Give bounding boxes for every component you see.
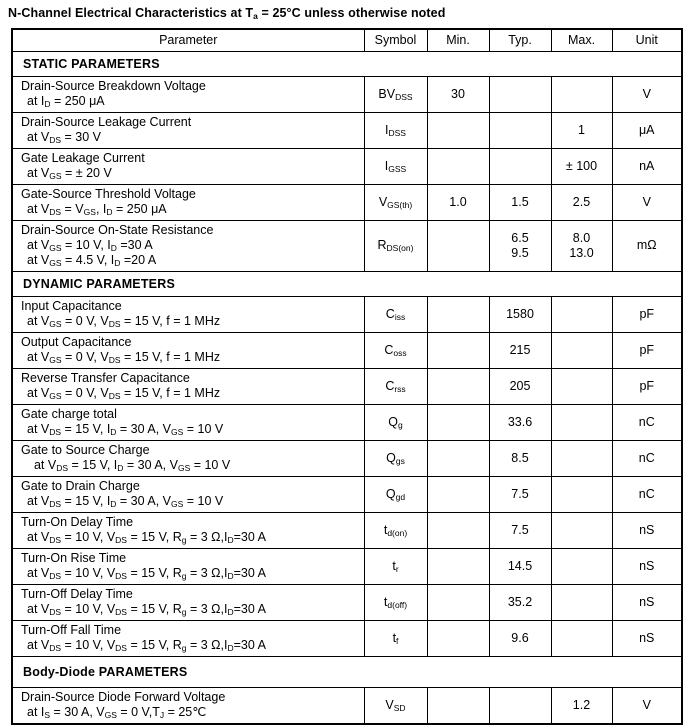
parameter-name: Gate charge total — [21, 406, 117, 421]
typ-cell: 6.5 9.5 — [489, 220, 551, 271]
table-row — [12, 620, 682, 656]
min-cell — [427, 148, 489, 184]
condition-line: at $V_{DS} = 10$ V, $V_{DS} = 15$ V, $R_g = 3$ $\Omega,I_D=30$ A — [27, 601, 266, 617]
parameter-name: Turn-Off Delay Time — [21, 586, 133, 601]
condition-line: at $V_{GS} = 0$ V, $V_{DS} = 15$ V, f = 1 MHz — [27, 313, 221, 329]
table-row — [12, 584, 682, 620]
unit-cell: pF — [612, 368, 682, 404]
parameter-name: Drain-Source Diode Forward Voltage — [21, 689, 226, 704]
table-row — [12, 332, 682, 368]
parameter-name: Input Capacitance — [21, 298, 122, 313]
min-cell — [427, 512, 489, 548]
unit-cell: nC — [612, 440, 682, 476]
max-cell: ± 100 — [551, 148, 612, 184]
min-cell — [427, 112, 489, 148]
symbol-cell: $C_{iss}$ — [364, 296, 427, 332]
max-cell: 1 — [551, 112, 612, 148]
condition-line: at $V_{DS} = 10$ V, $V_{DS} = 15$ V, $R_g = 3$ $\Omega,I_D=30$ A — [27, 529, 266, 545]
symbol-cell: $t_r$ — [364, 548, 427, 584]
min-cell — [427, 620, 489, 656]
max-cell — [551, 440, 612, 476]
unit-cell: V — [612, 687, 682, 724]
typ-cell: 9.6 — [489, 620, 551, 656]
unit-cell: nS — [612, 584, 682, 620]
max-cell: 8.0 13.0 — [551, 220, 612, 271]
condition-line: at $V_{DS} = 15$ V, $I_D = 30$ A, $V_{GS} = 10$ V — [27, 493, 224, 509]
table-row — [12, 440, 682, 476]
column-header-unit: Unit — [612, 29, 682, 51]
column-header-max: Max. — [551, 29, 612, 51]
min-cell — [427, 332, 489, 368]
parameter-cell — [12, 332, 364, 368]
unit-cell: nC — [612, 404, 682, 440]
section-label: Body-Diode PARAMETERS — [23, 664, 188, 679]
typ-cell: 8.5 — [489, 440, 551, 476]
parameter-cell — [12, 148, 364, 184]
typ-cell — [489, 76, 551, 112]
unit-cell: nS — [612, 512, 682, 548]
condition-line: at $V_{DS} = 10$ V, $V_{DS} = 15$ V, $R_g = 3$ $\Omega,I_D=30$ A — [27, 565, 266, 581]
min-cell — [427, 404, 489, 440]
symbol-cell: $Q_{gd}$ — [364, 476, 427, 512]
parameter-name: Gate-Source Threshold Voltage — [21, 186, 196, 201]
condition-line: at $I_D = 250$ μA — [27, 93, 105, 109]
symbol-cell: $V_{GS(th)}$ — [364, 184, 427, 220]
symbol-cell: $Q_g$ — [364, 404, 427, 440]
unit-cell: nA — [612, 148, 682, 184]
condition-line: at $V_{DS} = 30$ V — [27, 129, 102, 145]
parameter-name: Turn-On Delay Time — [21, 514, 134, 529]
table-header — [12, 29, 682, 51]
unit-cell: μA — [612, 112, 682, 148]
min-cell — [427, 548, 489, 584]
section-label: DYNAMIC PARAMETERS — [23, 276, 175, 291]
parameter-name: Gate Leakage Current — [21, 150, 145, 165]
table-row — [12, 404, 682, 440]
symbol-cell: $C_{rss}$ — [364, 368, 427, 404]
condition-line: at $V_{GS} = 0$ V, $V_{DS} = 15$ V, f = 1 MHz — [27, 349, 221, 365]
symbol-cell: $R_{DS(on)}$ — [364, 220, 427, 271]
table-row — [12, 296, 682, 332]
typ-cell: 7.5 — [489, 512, 551, 548]
typ-cell: 33.6 — [489, 404, 551, 440]
unit-cell: nC — [612, 476, 682, 512]
parameter-cell — [12, 76, 364, 112]
unit-cell: nS — [612, 548, 682, 584]
header-row — [12, 29, 682, 51]
typ-cell: 1.5 — [489, 184, 551, 220]
symbol-cell: $I_{GSS}$ — [364, 148, 427, 184]
parameter-cell — [12, 584, 364, 620]
typ-cell — [489, 148, 551, 184]
max-cell — [551, 512, 612, 548]
unit-cell: V — [612, 76, 682, 112]
section-row — [12, 656, 682, 687]
typ-cell: 7.5 — [489, 476, 551, 512]
max-cell — [551, 548, 612, 584]
min-cell — [427, 476, 489, 512]
parameter-cell — [12, 404, 364, 440]
condition-line: at $V_{DS} = 15$ V, $I_D = 30$ A, $V_{GS} = 10$ V — [27, 457, 231, 473]
typ-cell: 215 — [489, 332, 551, 368]
parameter-cell — [12, 368, 364, 404]
min-cell — [427, 368, 489, 404]
max-cell: 1.2 — [551, 687, 612, 724]
symbol-cell: $V_{SD}$ — [364, 687, 427, 724]
min-cell — [427, 687, 489, 724]
table-row — [12, 148, 682, 184]
max-cell — [551, 404, 612, 440]
condition-line: at $V_{GS} = 4.5$ V, $I_D =20$ A — [27, 252, 157, 268]
parameter-cell — [12, 476, 364, 512]
column-header-typ: Typ. — [489, 29, 551, 51]
symbol-cell: $t_{d(off)}$ — [364, 584, 427, 620]
condition-line: at $V_{GS} = 0$ V, $V_{DS} = 15$ V, f = 1 MHz — [27, 385, 221, 401]
max-cell — [551, 368, 612, 404]
typ-cell: 35.2 — [489, 584, 551, 620]
parameter-name: Turn-On Rise Time — [21, 550, 127, 565]
parameter-cell — [12, 112, 364, 148]
parameter-name: Drain-Source Leakage Current — [21, 114, 192, 129]
max-cell — [551, 620, 612, 656]
min-cell — [427, 220, 489, 271]
table-body — [12, 51, 682, 724]
typ-cell: 14.5 — [489, 548, 551, 584]
table-row — [12, 368, 682, 404]
unit-cell: pF — [612, 332, 682, 368]
parameter-name: Output Capacitance — [21, 334, 132, 349]
section-row — [12, 51, 682, 76]
page-title: N-Channel Electrical Characteristics at $T_a = 25^\circ C$ unless otherwise noted — [8, 6, 446, 21]
table-row — [12, 184, 682, 220]
parameter-name: Drain-Source Breakdown Voltage — [21, 78, 206, 93]
symbol-cell: $t_f$ — [364, 620, 427, 656]
parameter-cell — [12, 512, 364, 548]
parameter-name: Reverse Transfer Capacitance — [21, 370, 190, 385]
min-cell — [427, 584, 489, 620]
parameter-cell — [12, 548, 364, 584]
section-row — [12, 271, 682, 296]
min-cell: 1.0 — [427, 184, 489, 220]
table-row — [12, 512, 682, 548]
condition-line: at $V_{GS} = 10$ V, $I_D =30$ A — [27, 237, 153, 253]
table-row — [12, 548, 682, 584]
parameter-cell — [12, 220, 364, 271]
condition-line: at $I_S = 30$ A, $V_{GS} = 0$ $V,T_J$ = 25℃ — [27, 704, 207, 720]
parameter-cell — [12, 440, 364, 476]
symbol-cell: $t_{d(on)}$ — [364, 512, 427, 548]
max-cell — [551, 332, 612, 368]
column-header-symbol: Symbol — [364, 29, 427, 51]
parameter-cell — [12, 296, 364, 332]
typ-cell — [489, 687, 551, 724]
parameter-cell — [12, 184, 364, 220]
condition-line: at $V_{DS} = 10$ V, $V_{DS} = 15$ V, $R_g = 3$ $\Omega,I_D=30$ A — [27, 637, 266, 653]
symbol-cell: $C_{oss}$ — [364, 332, 427, 368]
parameter-cell — [12, 687, 364, 724]
unit-cell: nS — [612, 620, 682, 656]
max-cell — [551, 584, 612, 620]
unit-cell: mΩ — [612, 220, 682, 271]
characteristics-table — [11, 28, 683, 725]
symbol-cell: $Q_{gs}$ — [364, 440, 427, 476]
symbol-cell: $I_{DSS}$ — [364, 112, 427, 148]
parameter-cell — [12, 620, 364, 656]
max-cell — [551, 476, 612, 512]
parameter-name: Turn-Off Fall Time — [21, 622, 122, 637]
max-cell — [551, 296, 612, 332]
max-cell: 2.5 — [551, 184, 612, 220]
table-row — [12, 687, 682, 724]
table-row — [12, 220, 682, 271]
unit-cell: V — [612, 184, 682, 220]
condition-line: at $V_{DS} = V_{GS}$, $I_D = 250$ μA — [27, 201, 167, 217]
min-cell — [427, 440, 489, 476]
table-row — [12, 476, 682, 512]
condition-line: at $V_{DS} = 15$ V, $I_D = 30$ A, $V_{GS} = 10$ V — [27, 421, 224, 437]
symbol-cell: $BV_{DSS}$ — [364, 76, 427, 112]
parameter-name: Gate to Source Charge — [21, 442, 150, 457]
typ-cell: 1580 — [489, 296, 551, 332]
table-row — [12, 112, 682, 148]
max-cell — [551, 76, 612, 112]
typ-cell: 205 — [489, 368, 551, 404]
table-row — [12, 76, 682, 112]
min-cell — [427, 296, 489, 332]
parameter-name: Drain-Source On-State Resistance — [21, 222, 214, 237]
column-header-parameter: Parameter — [12, 29, 364, 51]
typ-cell — [489, 112, 551, 148]
parameter-name: Gate to Drain Charge — [21, 478, 140, 493]
min-cell: 30 — [427, 76, 489, 112]
section-label: STATIC PARAMETERS — [23, 56, 160, 71]
condition-line: at $V_{GS}$ = ± 20 V — [27, 165, 112, 181]
column-header-min: Min. — [427, 29, 489, 51]
unit-cell: pF — [612, 296, 682, 332]
